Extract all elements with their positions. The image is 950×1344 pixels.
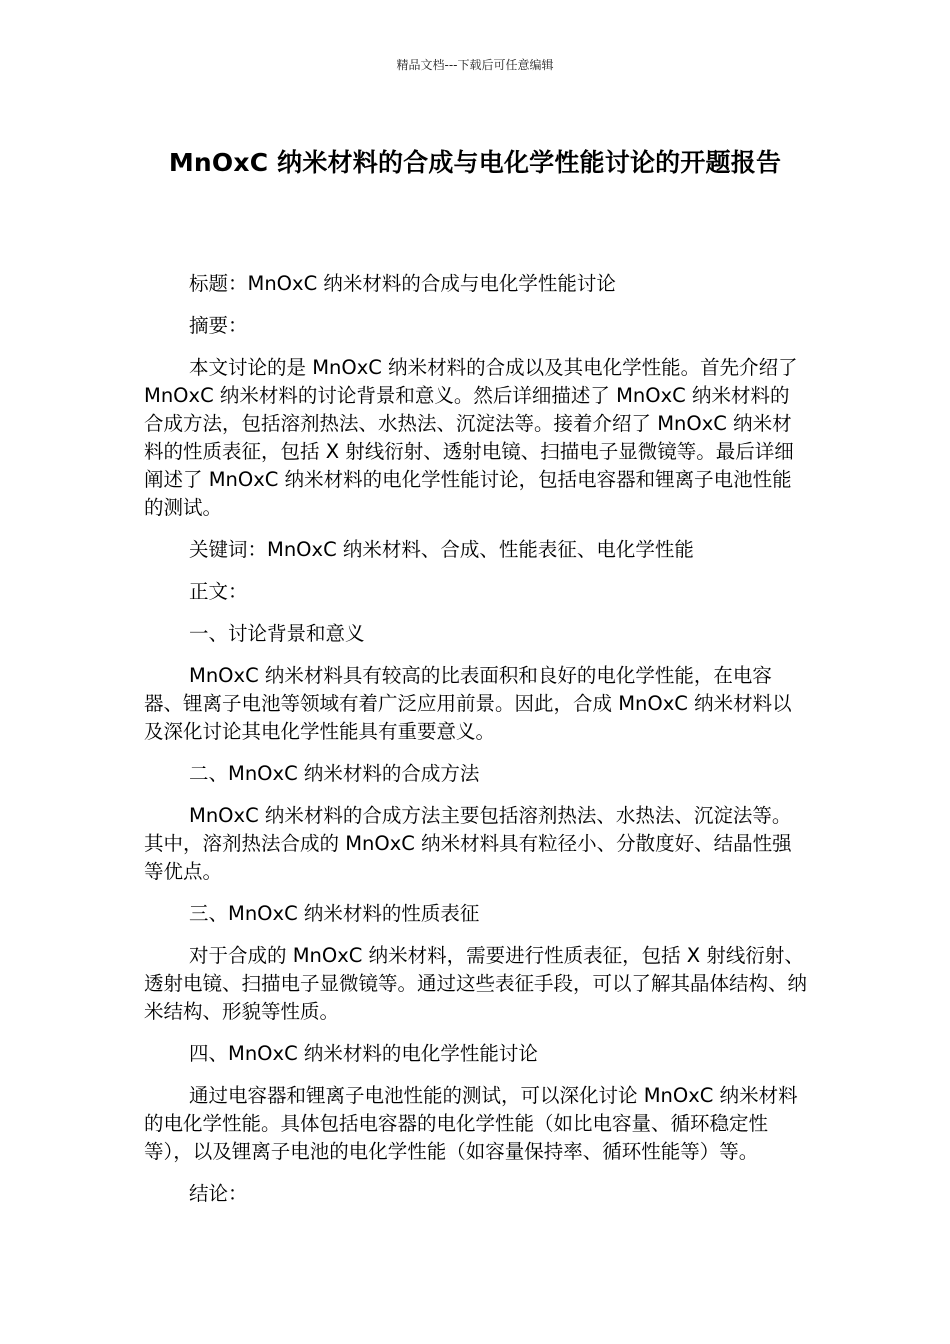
conclusion-heading: 结论：: [189, 1182, 248, 1205]
header-note: 精品文档---下载后可任意编辑: [396, 58, 554, 72]
section-paragraph-1: MnOxC 纳米材料具有较高的比表面积和良好的电化学性能，在电容器、锂离子电池等领域有着广泛应用前景。因此，合成 MnOxC 纳米材料以及深化讨论其电化学性能具有重要意义。: [144, 664, 792, 743]
title-line: 标题：MnOxC 纳米材料的合成与电化学性能讨论: [189, 272, 616, 295]
abstract-heading: 摘要：: [189, 314, 248, 337]
document-title: MnOxC 纳米材料的合成与电化学性能讨论的开题报告: [168, 148, 782, 177]
section-heading-1: 一、讨论背景和意义: [189, 622, 365, 645]
section-paragraph-4: 通过电容器和锂离子电池性能的测试，可以深化讨论 MnOxC 纳米材料的电化学性能。具体包括电容器的电化学性能（如比电容量、循环稳定性等），以及锂离子电池的电化学性能（如容量保持率、循环性能等）等。: [144, 1084, 798, 1163]
section-heading-4: 四、MnOxC 纳米材料的电化学性能讨论: [189, 1042, 538, 1065]
abstract-paragraph: 本文讨论的是 MnOxC 纳米材料的合成以及其电化学性能。首先介绍了 MnOxC 纳米材料的讨论背景和意义。然后详细描述了 MnOxC 纳米材料的合成方法，包括溶剂热法、水热法、沉淀法等。接着介绍了 MnOxC 纳米材料的性质表征，包括 X 射线衍射、透射电镜、扫描电子显微镜等。最后详细阐述了 MnOxC 纳米材料的电化学性能讨论，包括电容器和锂离子电池性能的测试。: [144, 356, 798, 519]
body-heading: 正文：: [189, 580, 248, 603]
section-heading-3: 三、MnOxC 纳米材料的性质表征: [189, 902, 480, 925]
keywords-line: 关键词：MnOxC 纳米材料、合成、性能表征、电化学性能: [189, 538, 694, 561]
section-heading-2: 二、MnOxC 纳米材料的合成方法: [189, 762, 480, 785]
section-paragraph-2: MnOxC 纳米材料的合成方法主要包括溶剂热法、水热法、沉淀法等。其中，溶剂热法合成的 MnOxC 纳米材料具有粒径小、分散度好、结晶性强等优点。: [144, 804, 792, 883]
document-body: [144, 270, 808, 1208]
section-paragraph-3: 对于合成的 MnOxC 纳米材料，需要进行性质表征，包括 X 射线衍射、透射电镜、扫描电子显微镜等。通过这些表征手段，可以了解其晶体结构、纳米结构、形貌等性质。: [144, 944, 808, 1023]
